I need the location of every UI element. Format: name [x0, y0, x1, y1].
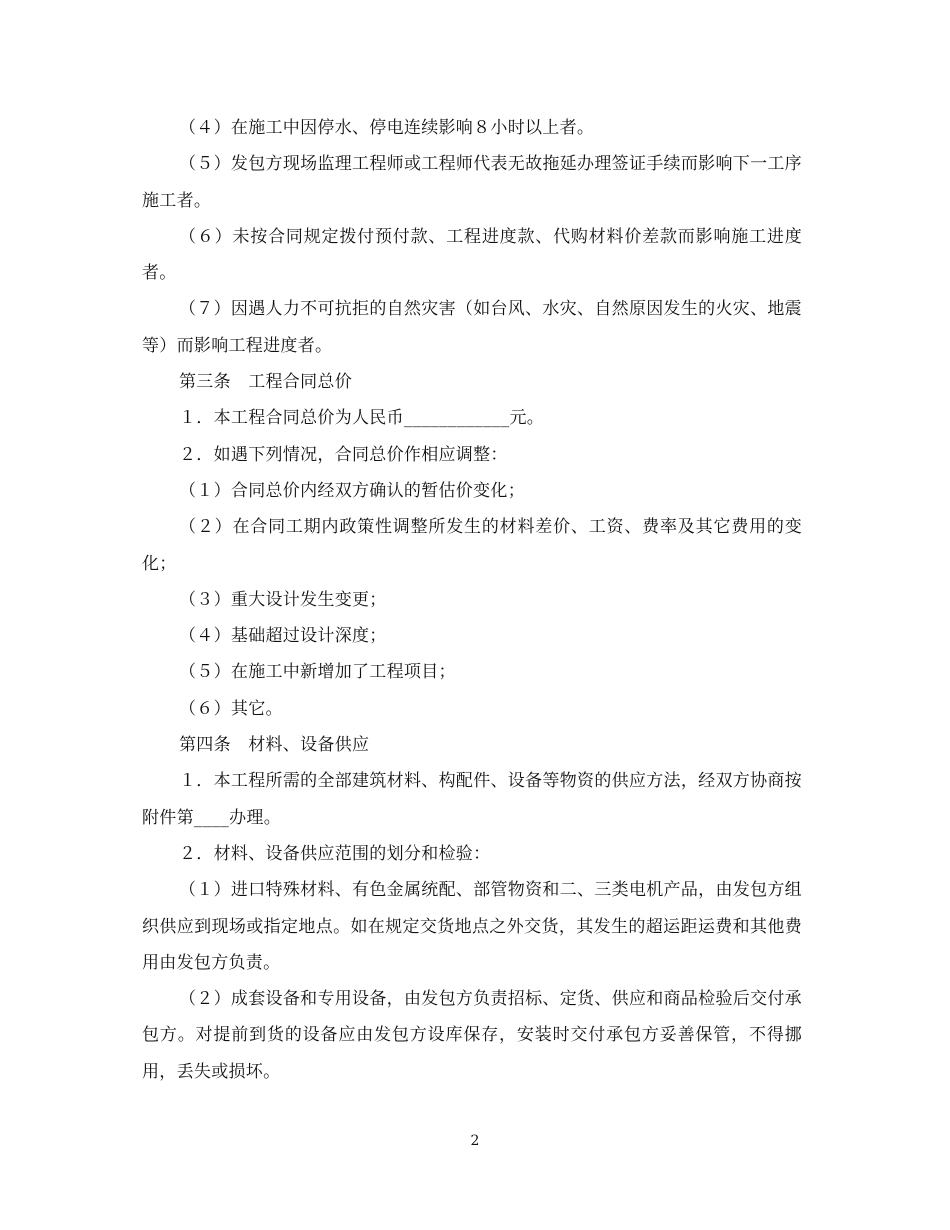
page-number: 2	[470, 1133, 480, 1149]
paragraph: １．本工程所需的全部建筑材料、构配件、设备等物资的供应方法，经双方协商按附件第____办理。	[142, 771, 802, 828]
paragraph: （１）进口特殊材料、有色金属统配、部管物资和二、三类电机产品，由发包方组织供应到现场或指定地点。如在规定交货地点之外交货，其发生的超运距运费和其他费用由发包方负责。	[142, 880, 802, 973]
section-heading: 第四条 材料、设备供应	[179, 735, 370, 756]
paragraph: （４）基础超过设计深度；	[179, 626, 387, 647]
paragraph: （５）在施工中新增加了工程项目；	[179, 662, 456, 683]
paragraph: （３）重大设计发生变更；	[179, 589, 387, 610]
paragraph: （４）在施工中因停水、停电连续影响８小时以上者。	[179, 118, 595, 138]
paragraph: １．本工程合同总价为人民币____________元。	[179, 408, 545, 429]
paragraph: （６）未按合同规定拨付预付款、工程进度款、代购材料价差款而影响施工进度者。	[142, 226, 802, 284]
paragraph: （５）发包方现场监理工程师或工程师代表无故拖延办理签证手续而影响下一工序施工者。	[142, 154, 802, 211]
paragraph: ２．如遇下列情况，合同总价作相应调整：	[179, 444, 508, 465]
paragraph: （２）在合同工期内政策性调整所发生的材料差价、工资、费率及其它费用的变化；	[142, 517, 802, 574]
document-body	[142, 110, 802, 1090]
paragraph: （７）因遇人力不可抗拒的自然灾害（如台风、水灾、自然原因发生的火灾、地震等）而影响工程进度者。	[142, 299, 802, 356]
paragraph: （２）成套设备和专用设备，由发包方负责招标、定货、供应和商品检验后交付承包方。对提前到货的设备应由发包方设库保存，安装时交付承包方妥善保管，不得挪用，丢失或损坏。	[142, 989, 802, 1082]
paragraph: （１）合同总价内经双方确认的暂估价变化；	[179, 480, 525, 501]
section-heading: 第三条 工程合同总价	[179, 372, 352, 393]
paragraph: （６）其它。	[179, 698, 283, 719]
paragraph: ２．材料、设备供应范围的划分和检验：	[179, 843, 491, 864]
